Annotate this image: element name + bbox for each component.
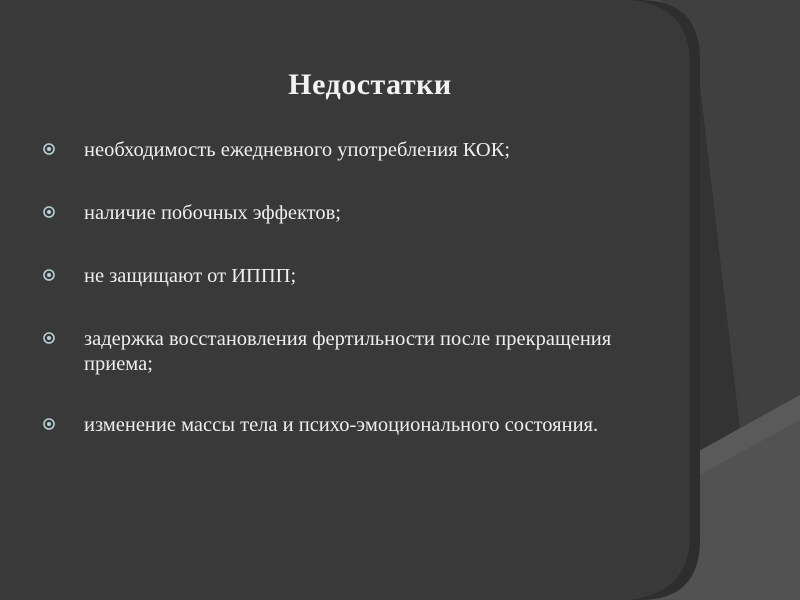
slide-title: Недостатки bbox=[288, 68, 452, 101]
bullet-text: задержка восстановления фертильности после прекращения приема; bbox=[84, 328, 612, 375]
circle-bullet-icon bbox=[42, 268, 56, 282]
circle-bullet-icon bbox=[42, 205, 56, 219]
list-item bbox=[40, 138, 680, 163]
circle-bullet-icon bbox=[42, 331, 56, 345]
list-item bbox=[40, 327, 680, 377]
bullet-list bbox=[40, 138, 680, 476]
bullet-text: необходимость ежедневного употребления КОК; bbox=[84, 139, 511, 161]
list-item bbox=[40, 201, 680, 226]
circle-bullet-icon bbox=[42, 417, 56, 431]
circle-bullet-icon bbox=[42, 142, 56, 156]
list-item bbox=[40, 264, 680, 289]
bullet-text: изменение массы тела и психо-эмоционального состояния. bbox=[84, 414, 599, 436]
list-item bbox=[40, 413, 680, 438]
bullet-text: не защищают от ИППП; bbox=[84, 265, 297, 287]
bullet-text: наличие побочных эффектов; bbox=[84, 202, 341, 224]
